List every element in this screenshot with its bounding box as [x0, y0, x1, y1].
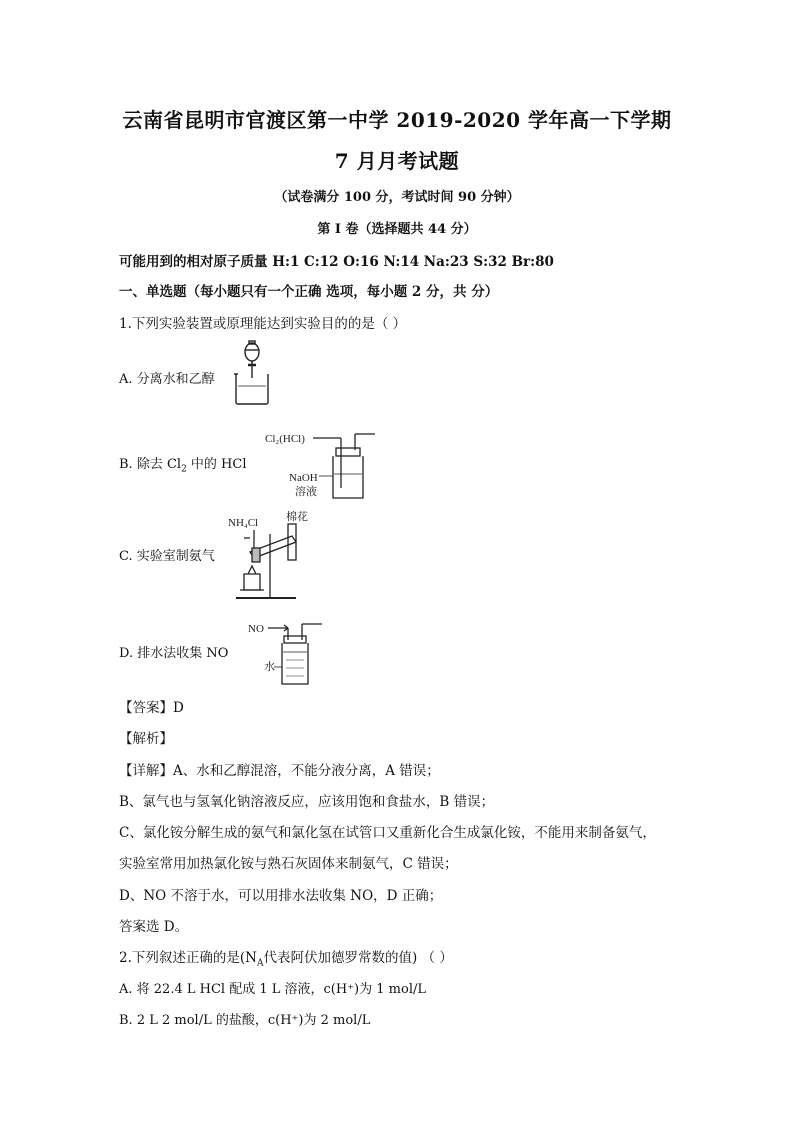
question-1-stem: 1.下列实验装置或原理能达到实验目的的是（ ）	[119, 316, 407, 332]
q1-detail-c-cont: 实验室常用加热氯化铵与熟石灰固体来制氨气，C 错误；	[119, 856, 458, 872]
section-heading: 第 I 卷（选择题共 44 分）	[317, 222, 477, 237]
separatory-funnel-figure	[228, 338, 284, 410]
q1-analysis-heading: 【解析】	[119, 731, 173, 747]
label-no: NO	[248, 623, 264, 635]
water-displacement-figure	[246, 618, 336, 688]
q1-detail-d: D、NO 不溶于水，可以用排水法收集 NO，D 正确；	[119, 888, 443, 904]
q1-option-a: A. 分离水和乙醇	[119, 372, 215, 387]
label-water: 水	[264, 661, 275, 673]
q1-detail-b: B、氯气也与氢氧化钠溶液反应，应该用饱和食盐水，B 错误；	[119, 794, 495, 810]
q2-option-a: A. 将 22.4 L HCl 配成 1 L 溶液，c(H⁺)为 1 mol/L	[119, 982, 426, 997]
q1-option-c: C. 实验室制氨气	[119, 549, 215, 564]
ammonia-preparation-figure	[226, 508, 316, 603]
label-nh4cl: NH₄Cl	[228, 517, 259, 529]
label-solution: 溶液	[295, 486, 317, 498]
part-heading: 一、单选题（每小题只有一个正确 选项，每小题 2 分，共 分）	[119, 284, 499, 300]
label-cl2-hcl: Cl₂(HCl)	[265, 433, 305, 445]
q1-option-d: D. 排水法收集 NO	[119, 646, 229, 661]
q1-detail-a: 【详解】A、水和乙醇混溶，不能分液分离，A 错误；	[119, 763, 440, 779]
q1-detail-c: C、氯化铵分解生成的氨气和氯化氢在试管口又重新化合生成氯化铵，不能用来制备氨气，	[119, 825, 656, 841]
gas-washing-bottle-figure	[263, 428, 413, 503]
atomic-mass-line: 可能用到的相对原子质量 H:1 C:12 O:16 N:14 Na:23 S:32 Br:80	[119, 254, 554, 270]
exam-info: （试卷满分 100 分，考试时间 90 分钟）	[274, 190, 520, 205]
q1-option-b: B. 除去 $Cl_2$ 中的 HCl	[119, 457, 247, 475]
q1-answer: 【答案】D	[119, 700, 184, 716]
q1-conclusion: 答案选 D。	[119, 919, 189, 935]
q2-option-b: B. 2 L 2 mol/L 的盐酸，c(H⁺)为 2 mol/L	[119, 1013, 371, 1028]
question-2-stem: 2.下列叙述正确的是($N_A$代表阿伏加德罗常数的值) （ ）	[119, 950, 453, 969]
document-title-line1: 云南省昆明市官渡区第一中学 2019-2020 学年高一下学期	[122, 108, 672, 132]
label-cotton: 棉花	[286, 511, 308, 523]
document-title-line2: 7 月月考试题	[334, 149, 460, 173]
label-naoh: NaOH	[289, 472, 318, 484]
